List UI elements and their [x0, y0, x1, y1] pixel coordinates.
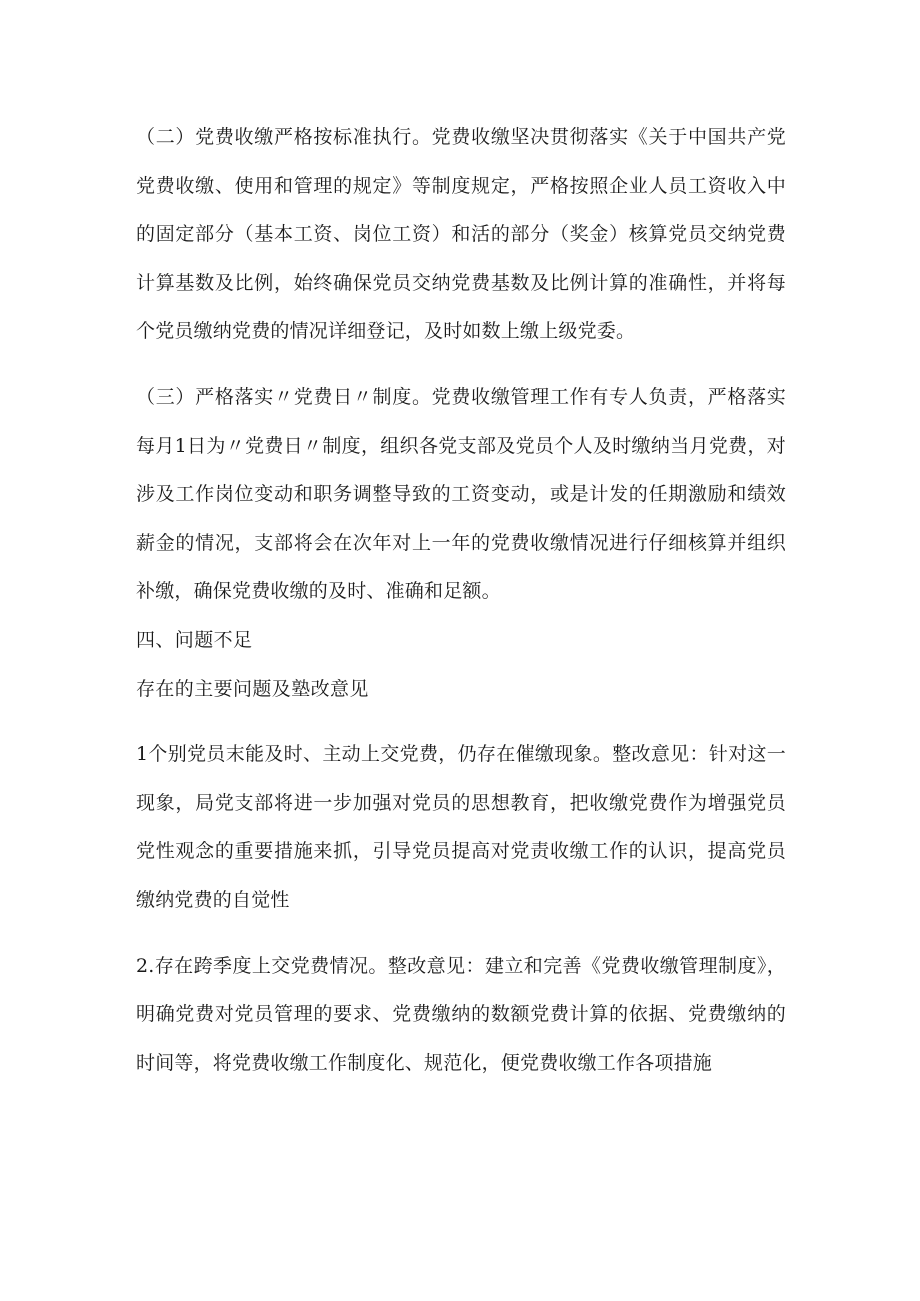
section-heading-problems: 四、问题不足: [136, 628, 253, 651]
paragraph-party-dues-day: （三）严格落实〃党费日〃制度。党费收缴管理工作有专人负责，严格落实每月1日为〃党费日〃制度，组织各党支部及党员个人及时缴纳当月党费，对涉及工作岗位变动和职务调整导致的工资变动，或是计发的任期激励和绩效薪金的情况，支部将会在次年对上一年的党费收缴情况进行仔细核算并组织补缴，确保党费收缴的及时、准确和足额。: [136, 385, 786, 603]
paragraph-party-dues-standard: （二）党费收缴严格按标准执行。党费收缴坚决贯彻落实《关于中国共产党党费收缴、使用和管理的规定》等制度规定，严格按照企业人员工资收入中的固定部分（基本工资、岗位工资）和活的部分（奖金）核算党员交纳党费计算基数及比例，始终确保党员交纳党费基数及比例计算的准确性，并将每个党员缴纳党费的情况详细登记，及时如数上缴上级党委。: [136, 126, 786, 343]
issue-item-late-payment: 1个别党员末能及时、主动上交党费，仍存在催缴现象。整改意见：针对这一现象，局党支部将进一步加强对党员的思想教育，把收缴党费作为增强党员党性观念的重要措施来抓，引导党员提高对党责收缴工作的认识，提高党员缴纳党费的自觉性: [136, 743, 786, 911]
issue-item-cross-quarter: 2.存在跨季度上交党费情况。整改意见：建立和完善《党费收缴管理制度》，明确党费对党员管理的要求、党费缴纳的数额党费计算的依据、党费缴纳的时间等，将党费收缴工作制度化、规范化，便党费收缴工作各项措施: [136, 954, 786, 1074]
document-page: [136, 113, 786, 1087]
sub-heading-issues-and-rectification: 存在的主要问题及塾改意见: [136, 677, 369, 700]
